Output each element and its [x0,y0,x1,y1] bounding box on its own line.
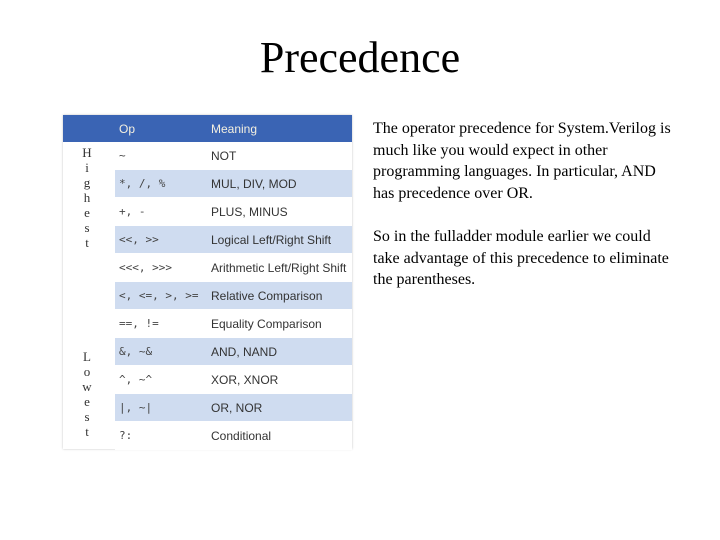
side-letter: g [83,175,91,190]
paragraph: So in the fulladder module earlier we could take advantage of this precedence to eliminate the parentheses. [373,228,669,288]
op-cell: ^, ~^ [119,373,153,386]
side-letter: i [85,160,89,175]
meaning-cell: XOR, XNOR [211,373,279,387]
table-row [115,422,352,450]
table-row [115,254,352,282]
op-cell: &, ~& [119,345,153,358]
side-label-lowest [79,349,95,439]
table-row [115,282,352,310]
op-cell: <<<, >>> [119,261,172,274]
op-cell: <<, >> [119,233,159,246]
side-letter: L [83,349,91,364]
table-row [115,366,352,394]
op-cell: ==, != [119,317,159,330]
paragraph: The operator precedence for System.Verilog is much like you would expect in other programming languages. In particular, AND has precedence over OR. [373,120,671,202]
table-row [115,338,352,366]
table-row [115,226,352,254]
table-row [115,198,352,226]
side-letter: e [84,394,90,409]
precedence-table [63,115,352,449]
meaning-cell: Logical Left/Right Shift [211,233,332,247]
side-letter: h [83,190,91,205]
op-cell: +, - [119,205,146,218]
meaning-cell: Relative Comparison [211,289,323,303]
meaning-cell: Conditional [211,429,272,443]
header-meaning: Meaning [211,122,258,136]
op-cell: <, <=, >, >= [119,289,199,302]
op-cell: ~ [119,149,126,162]
meaning-cell: PLUS, MINUS [211,205,288,219]
op-cell: *, /, % [119,177,166,190]
side-letter: t [85,235,89,250]
header-op: Op [119,122,136,136]
side-letter: e [84,205,90,220]
op-cell: |, ~| [119,401,153,414]
side-letter: t [85,424,89,439]
table-header [63,115,352,142]
meaning-cell: AND, NAND [211,345,278,359]
table-body [115,142,352,450]
body-text [373,118,673,313]
table-row [115,170,352,198]
slide-title: Precedence [259,33,461,82]
meaning-cell: MUL, DIV, MOD [211,177,297,191]
side-letter: H [82,145,92,160]
side-letter: s [84,220,90,235]
meaning-cell: Arithmetic Left/Right Shift [211,261,347,275]
table-row [115,142,352,170]
side-label-highest [79,145,95,250]
meaning-cell: Equality Comparison [211,317,322,331]
side-letter: o [83,364,91,379]
side-letter: w [82,379,92,394]
meaning-cell: NOT [211,149,237,163]
table-row [115,394,352,422]
meaning-cell: OR, NOR [211,401,263,415]
side-letter: s [84,409,90,424]
op-cell: ?: [119,429,133,442]
table-row [115,310,352,338]
